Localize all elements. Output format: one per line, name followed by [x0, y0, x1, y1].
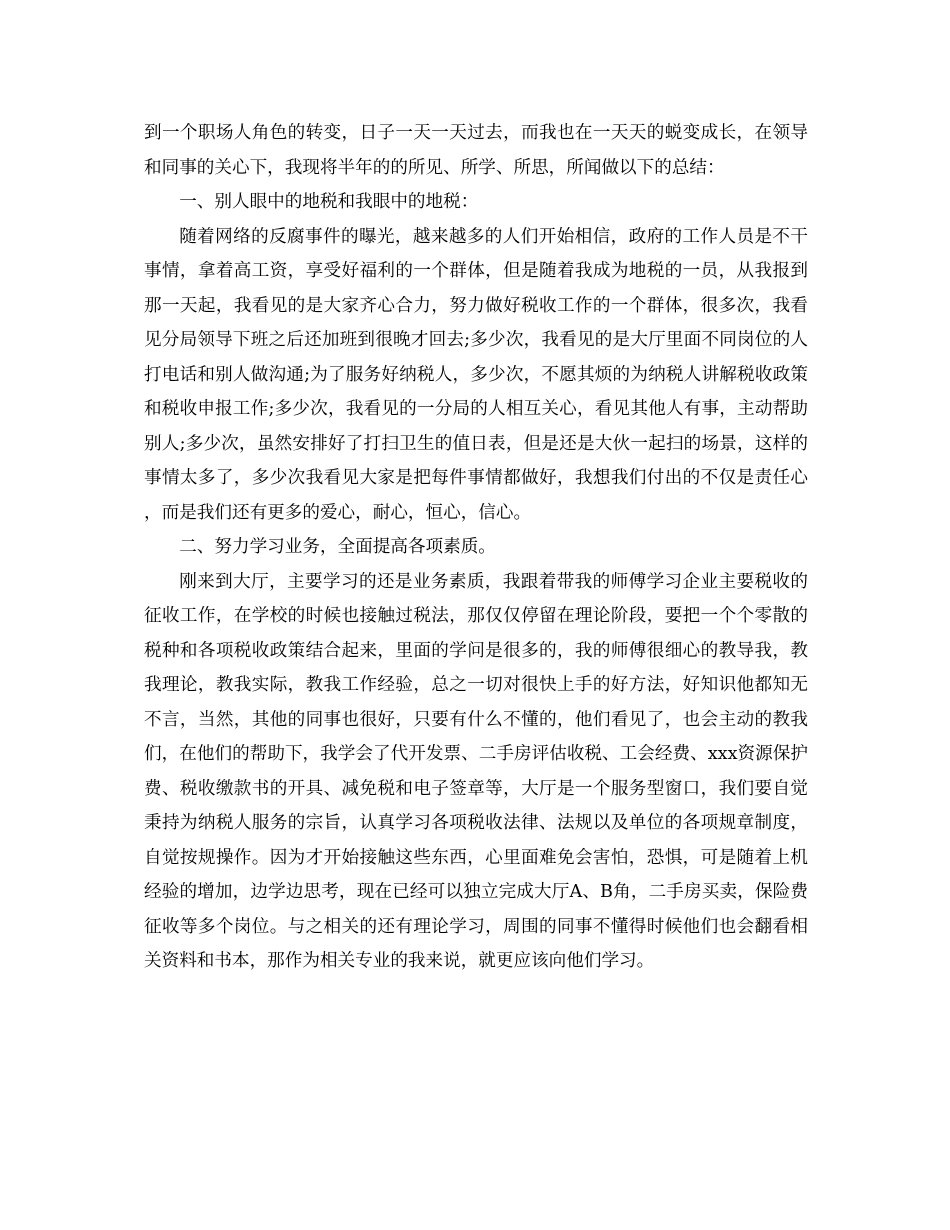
paragraph-intro-continuation: 到一个职场人角色的转变，日子一天一天过去，而我也在一天天的蜕变成长，在领导和同事的关心下，我现将半年的的所见、所学、所思，所闻做以下的总结： [144, 123, 808, 178]
paragraph-section-1-body: 随着网络的反腐事件的曝光，越来越多的人们开始相信，政府的工作人员是不干事情，拿着高工资，享受好福利的一个群体，但是随着我成为地税的一员，从我报到那一天起，我看见的是大家齐心合力，努力做好税收工作的一个群体，很多次，我看见分局领导下班之后还加班到很晚才回去;多少次，我看见的是大厅里面不同岗位的人打电话和别人做沟通;为了服务好纳税人，多少次，不愿其烦的为纳税人讲解税收政策和税收申报工作;多少次，我看见的一分局的人相互关心，看见其他人有事，主动帮助别人;多少次，虽然安排好了打扫卫生的值日表，但是还是大伙一起扫的场景，这样的事情太多了，多少次我看见大家是把每件事情都做好，我想我们付出的不仅是责任心，而是我们还有更多的爱心，耐心，恒心，信心。 [144, 226, 808, 523]
paragraph-section-2-body: 刚来到大厅，主要学习的还是业务素质，我跟着带我的师傅学习企业主要税收的征收工作，在学校的时候也接触过税法，那仅仅停留在理论阶段，要把一个个零散的税种和各项税收政策结合起来，里面的学问是很多的，我的师傅很细心的教导我，教我理论，教我实际，教我工作经验，总之一切对很快上手的好方法，好知识他都知无不言，当然，其他的同事也很好，只要有什么不懂的，他们看见了，也会主动的教我们，在他们的帮助下，我学会了代开发票、二手房评估收税、工会经费、xxx资源保护费、税收缴款书的开具、减免税和电子签章等，大厅是一个服务型窗口，我们要自觉秉持为纳税人服务的宗旨，认真学习各项税收法律、法规以及单位的各项规章制度，自觉按规操作。因为才开始接触这些东西，心里面难免会害怕，恐惧，可是随着上机经验的增加，边学边思考，现在已经可以独立完成大厅A、B角，二手房买卖，保险费征收等多个岗位。与之相关的还有理论学习，周围的同事不懂得时候他们也会翻看相关资料和书本，那作为相关专业的我来说，就更应该向他们学习。 [144, 571, 808, 971]
section-heading-2: 二、努力学习业务，全面提高各项素质。 [179, 537, 496, 557]
section-heading-1: 一、别人眼中的地税和我眼中的地税： [179, 192, 479, 212]
document-body [144, 116, 808, 979]
